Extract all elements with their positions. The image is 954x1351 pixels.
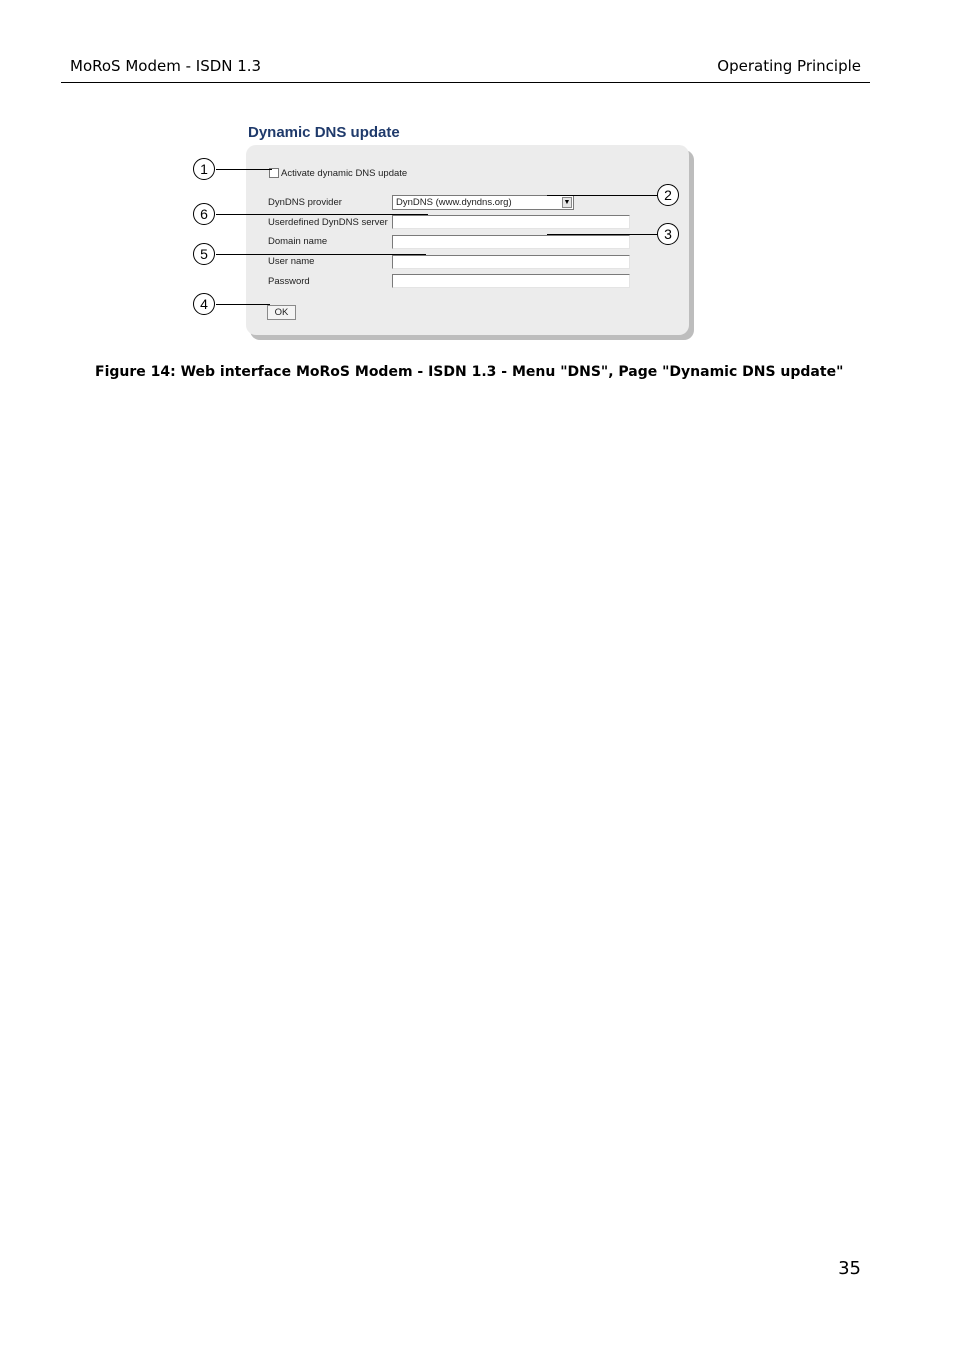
callout-4: 4 xyxy=(193,293,215,315)
callout-2: 2 xyxy=(657,184,679,206)
domain-label: Domain name xyxy=(268,236,328,247)
provider-label: DynDNS provider xyxy=(268,197,342,208)
callout-1: 1 xyxy=(193,158,215,180)
domain-input[interactable] xyxy=(392,235,630,249)
callout-5-leader xyxy=(216,254,426,255)
password-input[interactable] xyxy=(392,274,630,288)
callout-3-leader xyxy=(547,234,657,235)
header-divider xyxy=(61,82,870,83)
user-label: User name xyxy=(268,256,315,267)
provider-select[interactable] xyxy=(392,195,574,210)
callout-4-leader xyxy=(216,304,270,305)
callout-3: 3 xyxy=(657,223,679,245)
callout-1-leader xyxy=(216,169,272,170)
running-header-title: MoRoS Modem - ISDN 1.3 xyxy=(70,57,262,75)
server-label: Userdefined DynDNS server xyxy=(268,217,388,228)
callout-6-leader xyxy=(216,214,428,215)
activate-dyndns-label: Activate dynamic DNS update xyxy=(281,168,408,179)
callout-6: 6 xyxy=(193,203,215,225)
page-number: 35 xyxy=(838,1258,861,1279)
chevron-down-icon[interactable]: ▼ xyxy=(563,199,571,206)
running-header-section: Operating Principle xyxy=(717,57,861,75)
user-input[interactable] xyxy=(392,255,630,269)
password-label: Password xyxy=(268,276,310,287)
figure-caption: Figure 14: Web interface MoRoS Modem - ISDN 1.3 - Menu "DNS", Page "Dynamic DNS update" xyxy=(95,364,844,380)
figure-panel-title: Dynamic DNS update xyxy=(248,124,400,141)
callout-2-leader xyxy=(547,195,657,196)
server-input[interactable] xyxy=(392,215,630,229)
callout-5: 5 xyxy=(193,243,215,265)
provider-select-value: DynDNS (www.dyndns.org) xyxy=(396,197,512,208)
ok-button[interactable]: OK xyxy=(267,305,296,320)
